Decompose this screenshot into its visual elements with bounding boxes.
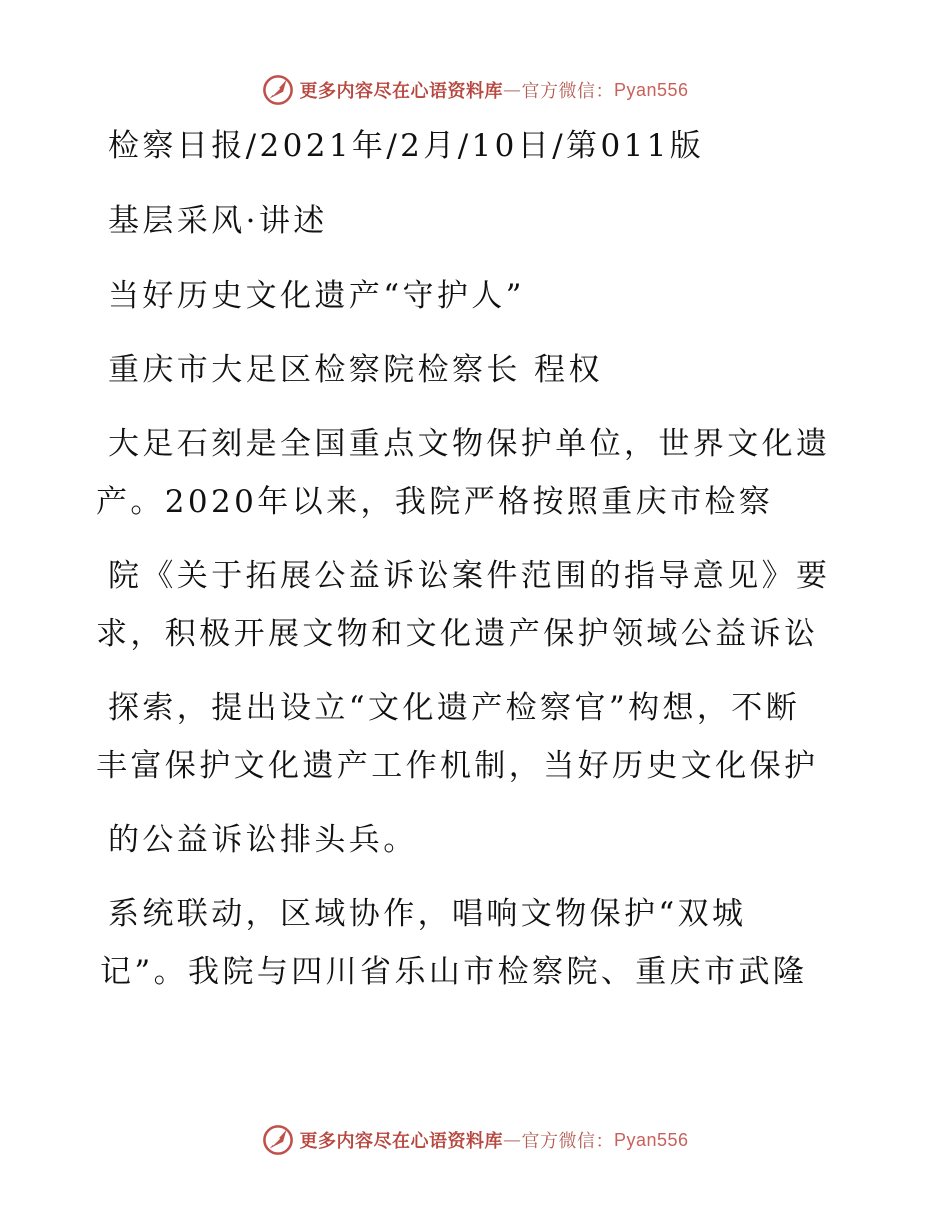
watermark-sub-text: 官方微信：: [521, 1131, 614, 1152]
watermark-main-text: 更多内容尽在心语资料库: [299, 1131, 503, 1152]
article-title: 当好历史文化遗产“守护人”: [108, 278, 525, 314]
body-line: 大足石刻是全国重点文物保护单位，世界文化遗: [108, 426, 831, 462]
watermark-handle: Pyan556: [613, 79, 689, 100]
body-line: 产。2020年以来，我院严格按照重庆市检察: [96, 484, 774, 520]
watermark-separator: —: [502, 79, 522, 101]
body-line: 系统联动，区域协作，唱响文物保护“双城: [108, 896, 747, 932]
quill-logo-icon: [261, 1123, 295, 1157]
body-line: 丰富保护文化遗产工作机制，当好历史文化保护: [96, 748, 819, 784]
body-line: 的公益诉讼排头兵。: [108, 822, 418, 858]
watermark-footer: [0, 1120, 950, 1160]
watermark-main-text: 更多内容尽在心语资料库: [299, 81, 503, 102]
body-line: 探索，提出设立“文化遗产检察官”构想，不断: [108, 690, 801, 726]
watermark-sub-text: 官方微信：: [521, 81, 614, 102]
section-line: 基层采风·讲述: [108, 203, 328, 239]
watermark-header: [0, 70, 950, 110]
watermark-handle: Pyan556: [613, 1129, 689, 1150]
author-line: 重庆市大足区检察院检察长 程权: [108, 352, 603, 388]
body-line: 院《关于拓展公益诉讼案件范围的指导意见》要: [108, 558, 831, 594]
body-line: 求，积极开展文物和文化遗产保护领域公益诉讼: [96, 616, 819, 652]
watermark-separator: —: [502, 1129, 522, 1151]
body-line: 记”。我院与四川省乐山市检察院、重庆市武隆: [100, 954, 808, 990]
source-line: 检察日报/2021年/2月/10日/第011版: [108, 128, 705, 164]
quill-logo-icon: [261, 73, 295, 107]
